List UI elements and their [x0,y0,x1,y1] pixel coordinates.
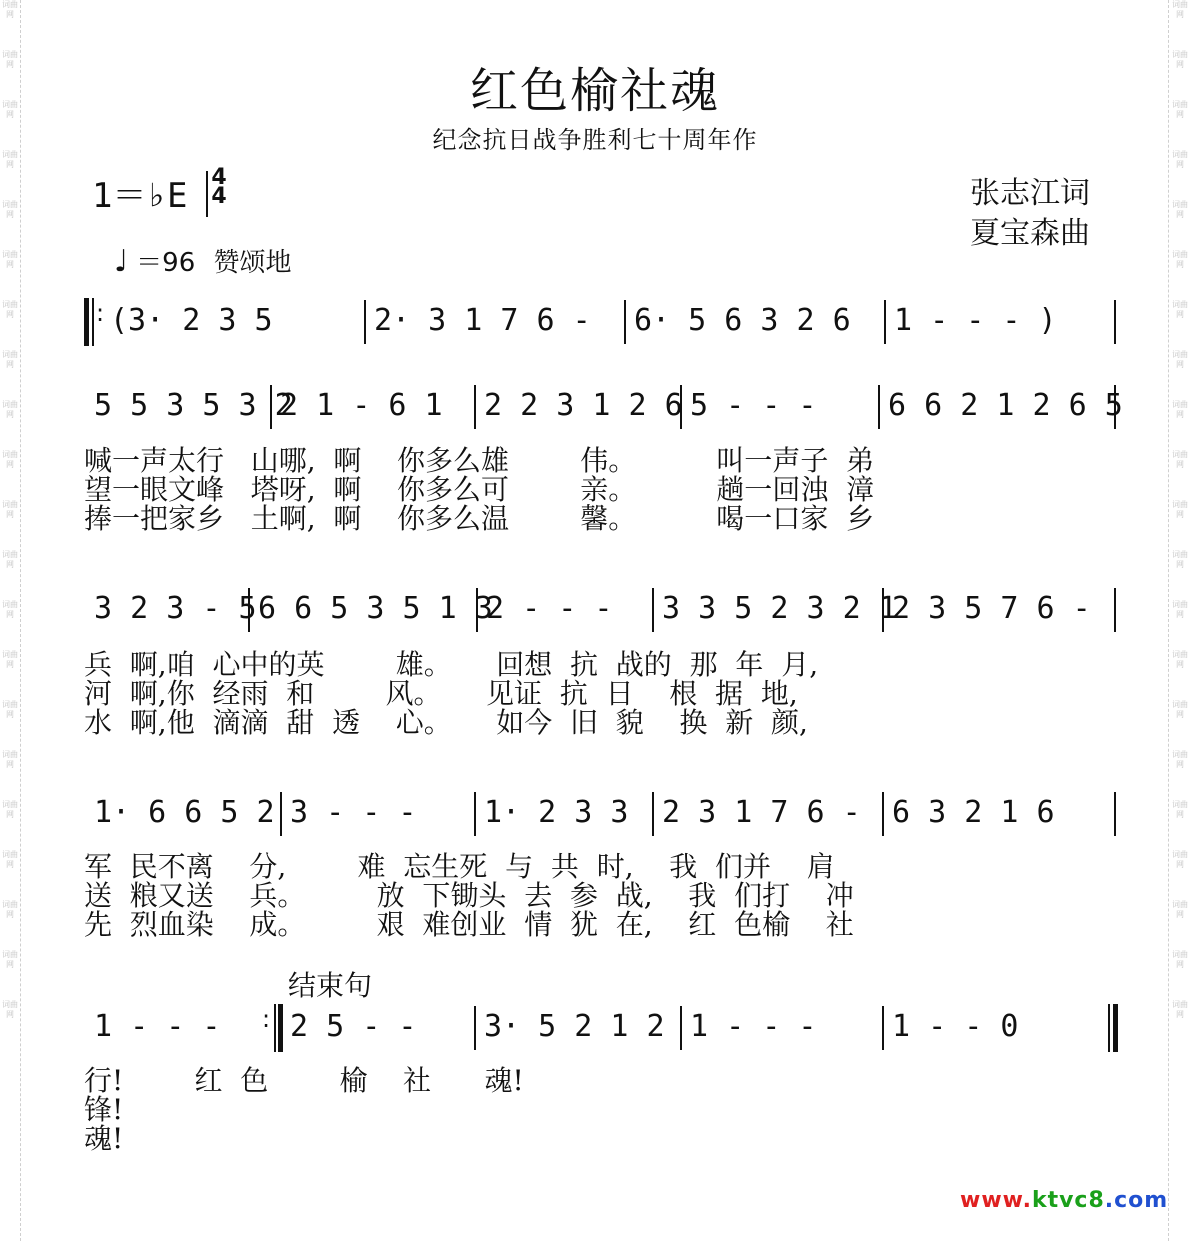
measure-notes: 3 - - - [290,795,417,830]
watermark-text: 词曲网 [1172,300,1188,319]
measure-notes: 1· 2 3 3 [484,795,629,830]
watermark-text: 词曲网 [1172,650,1188,669]
barline [474,792,476,836]
website-part-2: ktvc8 [1031,1188,1105,1213]
score-system [84,790,1124,846]
watermark-text: 词曲网 [2,0,18,19]
measure-notes: 2 5 - - [290,1009,417,1044]
watermark-text: 词曲网 [2,850,18,869]
barline [1114,300,1116,344]
measure-notes: 2 - - - [486,591,613,626]
lyricist-credit: 张志江词 [970,176,1090,211]
lyric-line: 行! 红 色 榆 社 魂! [84,1064,524,1097]
barline [1114,588,1116,632]
lyric-line: 兵 啊,咱 心中的英 雄。 回想 抗 战的 那 年 月, [84,648,819,681]
watermark-text: 词曲网 [1172,200,1188,219]
barline [882,1006,884,1050]
measure-notes: 6· 5 6 3 2 6 [634,303,851,338]
time-signature-top: 4 [211,165,227,190]
fraction-line [206,171,208,217]
measure-notes: 2 3 5 7 6 - [892,591,1091,626]
watermark-text: 词曲网 [1172,550,1188,569]
score-system [84,1004,1124,1060]
watermark-text: 词曲网 [2,350,18,369]
watermark-text: 词曲网 [1172,250,1188,269]
song-title: 红色榆社魂 [469,63,720,119]
lyric-line: 先 烈血染 成。 艰 难创业 情 犹 在, 红 色榆 社 [84,908,854,941]
watermark-text: 词曲网 [1172,800,1188,819]
barline [884,300,886,344]
watermark-text: 词曲网 [2,500,18,519]
barline [474,1006,476,1050]
watermark-text: 词曲网 [2,900,18,919]
measure-notes: 2· 3 1 7 6 - [374,303,591,338]
ending-label: 结束句 [288,969,373,1002]
watermark-text: 词曲网 [2,750,18,769]
measure-notes: 1· 6 6 5 2 [94,795,275,830]
lyric-line: 军 民不离 分, 难 忘生死 与 共 时, 我 们并 肩 [84,850,835,883]
barline [878,385,880,429]
lyric-line: 水 啊,他 滴滴 甜 透 心。 如今 旧 貌 换 新 颜, [84,706,808,739]
barline [680,1006,682,1050]
barline [474,385,476,429]
website-part-3: .com [1104,1188,1169,1213]
tempo-expression: 赞颂地 [213,248,292,278]
watermark-text: 词曲网 [2,50,18,69]
lyric-line: 锋! [84,1093,124,1126]
barline [624,300,626,344]
watermark-text: 词曲网 [2,450,18,469]
lyric-line: 送 粮又送 兵。 放 下锄头 去 参 战, 我 们打 冲 [84,879,854,912]
watermark-text: 词曲网 [1172,50,1188,69]
measure-notes: 6 6 2 1 2 6 5 [888,388,1123,423]
watermark-text: 词曲网 [1172,600,1188,619]
measure-notes: 6 3 2 1 6 [892,795,1055,830]
watermark-text: 词曲网 [2,100,18,119]
watermark-text: 词曲网 [1172,150,1188,169]
time-signature-bottom: 4 [211,184,227,209]
left-margin-line [20,0,21,1241]
watermark-text: 词曲网 [2,200,18,219]
measure-notes: 2 1 - 6 1 [280,388,443,423]
barline [1114,792,1116,836]
watermark-text: 词曲网 [2,400,18,419]
score-system [84,383,1124,439]
watermark-text: 词曲网 [1172,900,1188,919]
measure-notes: 1 - - 0 [892,1009,1019,1044]
lyric-line: 捧一把家乡 土啊, 啊 你多么温 馨。 喝一口家 乡 [84,502,875,535]
measure-notes: 5 5 3 5 3 2 [94,388,293,423]
repeat-start-sign: : [84,298,100,346]
time-signature [206,165,232,209]
measure-notes: 1 - - - [94,1009,221,1044]
watermark-text: 词曲网 [2,700,18,719]
measure-notes: 6 6 5 3 5 1 3 [258,591,493,626]
measure-notes: 2 2 3 1 2 6 [484,388,683,423]
score-system [84,586,1124,642]
watermark-text: 词曲网 [1172,0,1188,19]
right-watermark-strip [1172,0,1188,1241]
measure-notes: (3· 2 3 5 [110,303,273,338]
watermark-text: 词曲网 [2,650,18,669]
measure-notes: 3 2 3 - 5 [94,591,257,626]
key-signature: 1＝♭E [92,176,188,216]
website-watermark [960,1188,1168,1213]
barline [652,792,654,836]
song-subtitle: 纪念抗日战争胜利七十周年作 [432,126,758,154]
tempo-value: ＝96 [136,248,196,278]
tempo-marking [114,242,292,279]
watermark-text: 词曲网 [2,300,18,319]
measure-notes: 5 - - - [690,388,817,423]
watermark-text: 词曲网 [1172,350,1188,369]
repeat-end-sign: : [268,1004,284,1052]
measure-notes: 3· 5 2 1 2 [484,1009,665,1044]
watermark-text: 词曲网 [1172,100,1188,119]
measure-notes: 2 3 1 7 6 - [662,795,861,830]
left-watermark-strip [2,0,18,1241]
watermark-text: 词曲网 [1172,950,1188,969]
watermark-text: 词曲网 [1172,1000,1188,1019]
quarter-note-icon: ♩ [114,244,129,279]
composer-credit: 夏宝森曲 [970,216,1090,251]
watermark-text: 词曲网 [2,800,18,819]
watermark-text: 词曲网 [2,950,18,969]
lyric-line: 河 啊,你 经雨 和 风。 见证 抗 日 根 据 地, [84,677,798,710]
lyric-line: 望一眼文峰 塔呀, 啊 你多么可 亲。 趟一回浊 漳 [84,473,875,506]
barline [882,792,884,836]
watermark-text: 词曲网 [2,250,18,269]
website-part-1: www. [960,1188,1032,1213]
watermark-text: 词曲网 [2,600,18,619]
barline [652,588,654,632]
watermark-text: 词曲网 [2,1000,18,1019]
watermark-text: 词曲网 [1172,450,1188,469]
watermark-text: 词曲网 [1172,500,1188,519]
watermark-text: 词曲网 [2,550,18,569]
right-margin-line [1168,0,1169,1241]
lyric-line: 喊一声太行 山哪, 啊 你多么雄 伟。 叫一声子 弟 [84,444,875,477]
measure-notes: 3 3 5 2 3 2 1 [662,591,897,626]
final-barline [1108,1004,1124,1052]
watermark-text: 词曲网 [2,150,18,169]
measure-notes: 1 - - - ) [894,303,1057,338]
measure-notes: 1 - - - [690,1009,817,1044]
lyric-line: 魂! [84,1122,124,1155]
watermark-text: 词曲网 [1172,700,1188,719]
barline [280,792,282,836]
watermark-text: 词曲网 [1172,850,1188,869]
score-system [84,298,1124,354]
watermark-text: 词曲网 [1172,400,1188,419]
watermark-text: 词曲网 [1172,750,1188,769]
